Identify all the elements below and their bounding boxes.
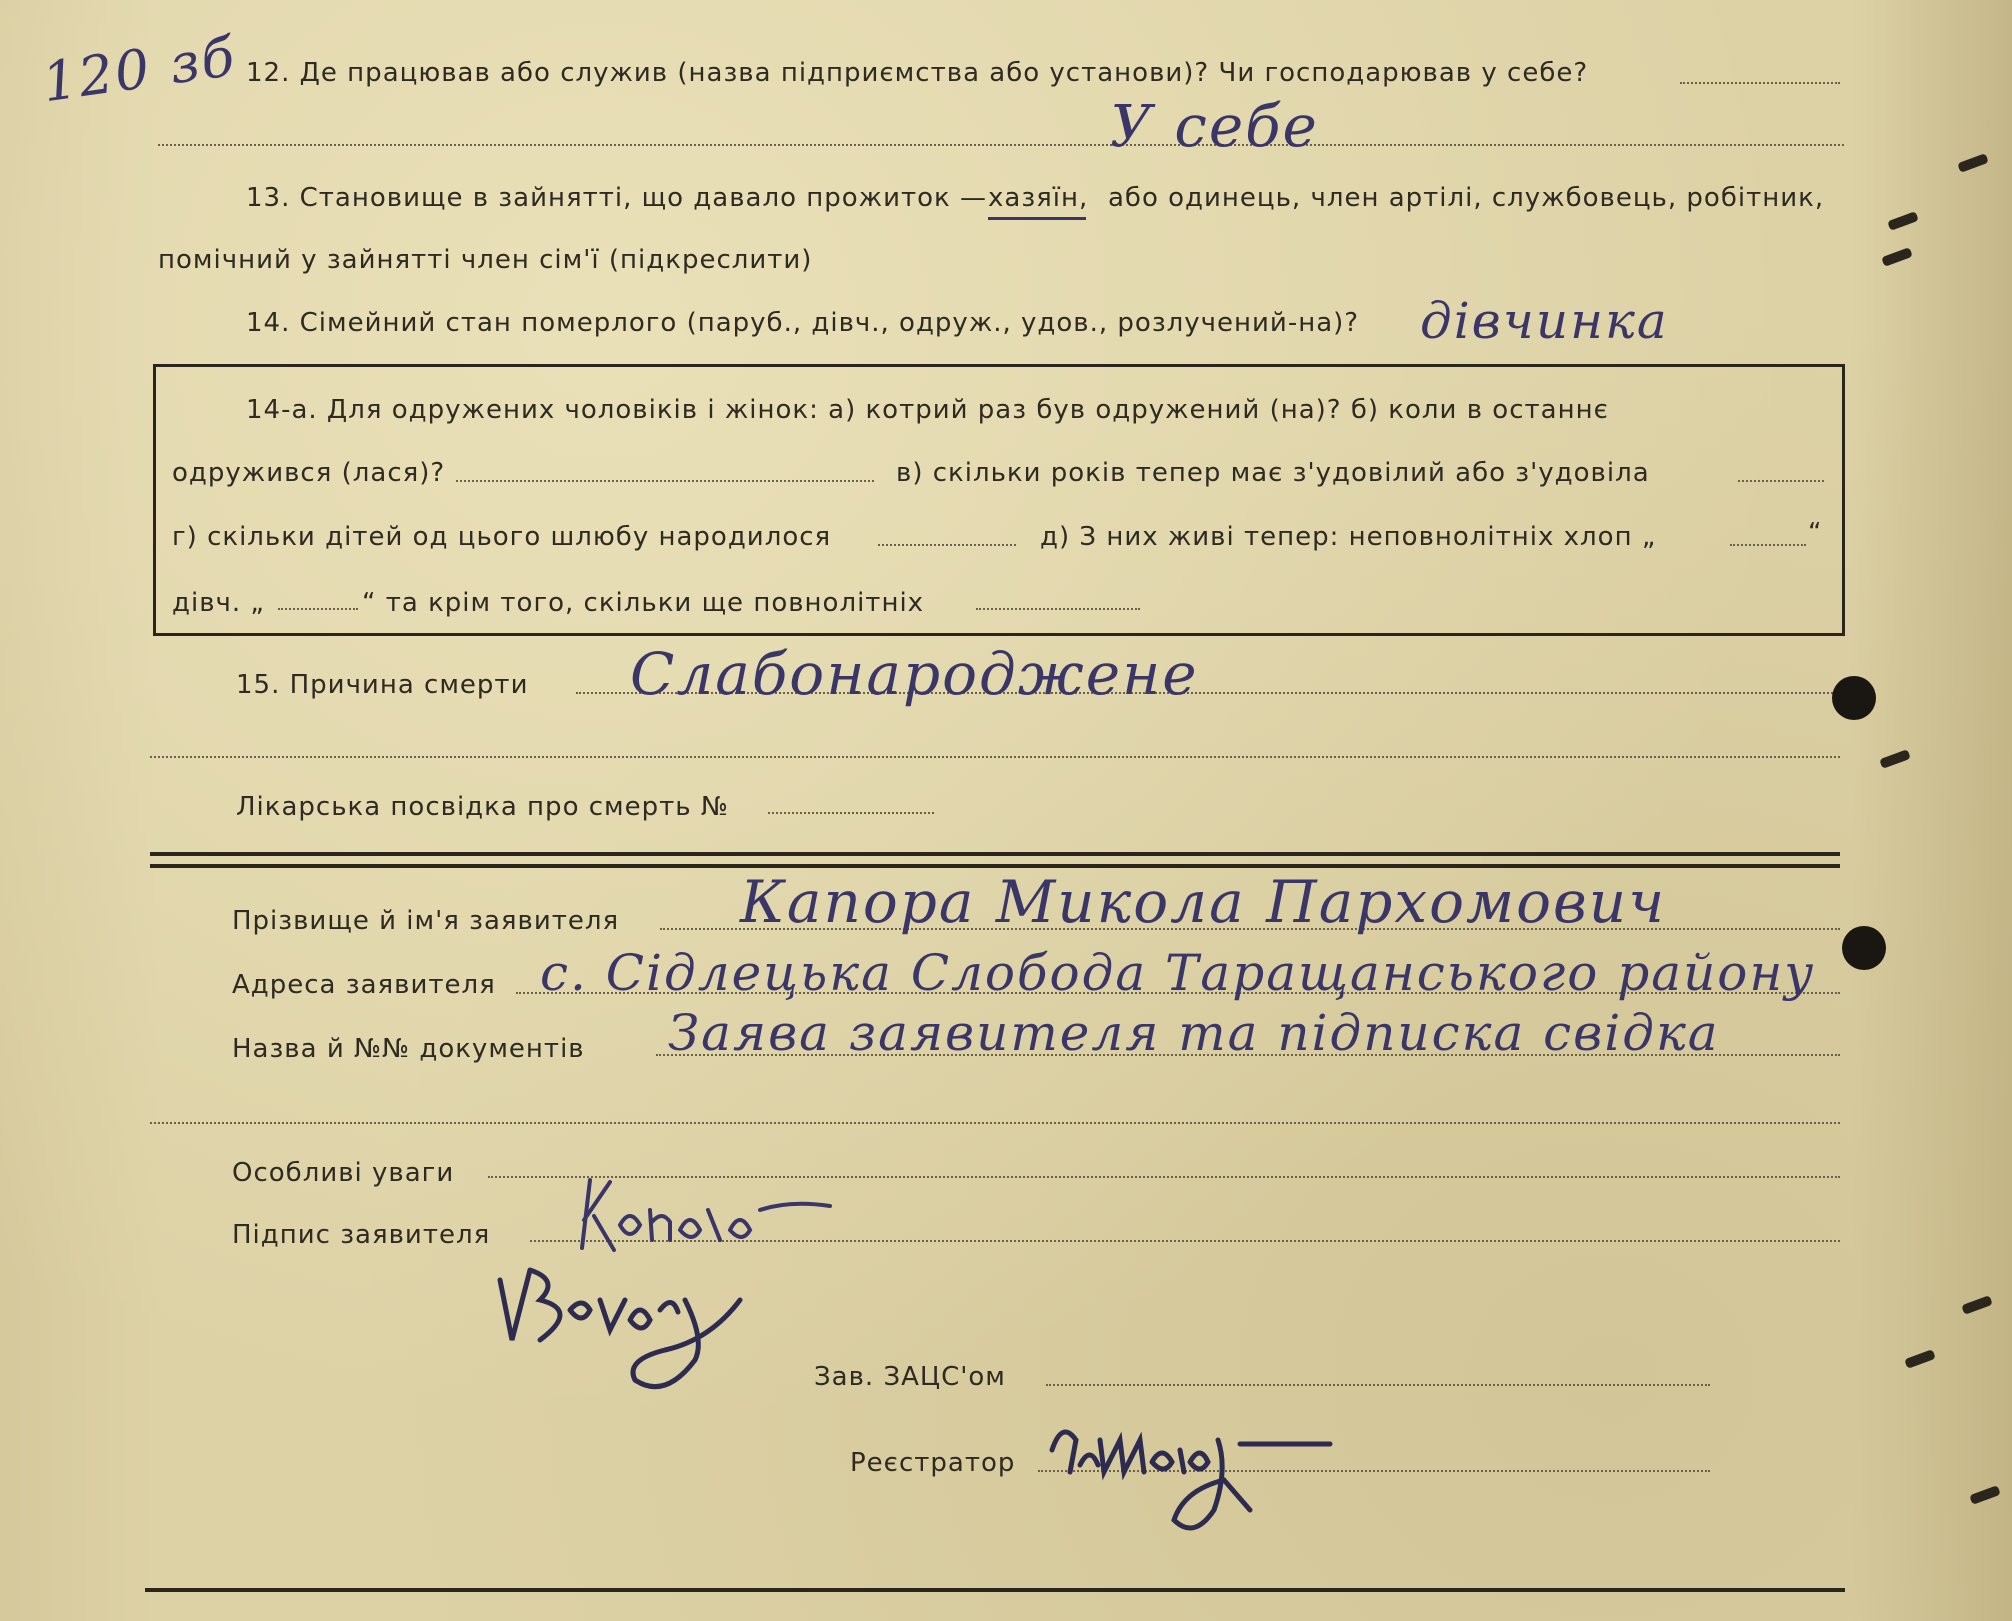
applicant-name-label: Прізвище й ім'я заявителя: [232, 906, 620, 936]
q13-owner-underline: [988, 217, 1086, 220]
registrar-signature: [1040, 1410, 1360, 1554]
q14a-widowed-years-line: [1738, 480, 1824, 482]
q13-label-c: помічний у зайнятті член сім'ї (підкреслити): [158, 245, 813, 275]
q14a-line1: 14-а. Для одружених чоловіків і жінок: а) котрий раз був одружений (на)? б) коли в останнє: [246, 395, 1609, 425]
applicant-signature-label: Підпис заявителя: [232, 1220, 491, 1250]
binding-hole-upper: [1832, 676, 1876, 720]
q14a-line4b: “ та крім того, скільки ще повнолітніх: [362, 588, 925, 618]
q12-answer: У себе: [1110, 92, 1319, 160]
q14a-line4a: дівч. „: [172, 588, 265, 618]
q14a-adults-line: [976, 608, 1140, 610]
edge-mark-1: [1887, 211, 1919, 231]
q14a-line2a: одружився (лася)?: [172, 458, 446, 488]
q14a-line3c: “: [1808, 518, 1823, 548]
q14-label: 14. Сімейний стан померлого (паруб., дівч., одруж., удов., розлучений-на)?: [246, 308, 1360, 338]
medical-certificate-line: [768, 812, 934, 814]
head-label: Зав. ЗАЦС'ом: [814, 1362, 1006, 1392]
edge-mark-5: [1904, 1349, 1936, 1369]
q13-label-a: 13. Становище в зайнятті, що давало прожиток —: [246, 183, 988, 213]
edge-mark-6: [1961, 1295, 1993, 1315]
q14a-line3a: г) скільки дітей од цього шлюбу народилося: [172, 522, 832, 552]
q14a-line3b: д) З них живі тепер: неповнолітніх хлоп „: [1040, 522, 1657, 552]
registrar-label: Реєстратор: [850, 1448, 1016, 1478]
q15-label: 15. Причина смерти: [236, 670, 529, 700]
section-divider-top: [150, 852, 1840, 856]
applicant-address-value: с. Сідлецька Слобода Таращанського району: [540, 944, 1816, 1002]
q14a-boys-line: [1730, 544, 1806, 546]
margin-archive-number: 120 зб: [38, 24, 241, 115]
q13-label-b: або одинець, член артілі, службовець, робітник,: [1108, 183, 1825, 213]
head-signature: [490, 1260, 830, 1414]
edge-mark-2: [1881, 247, 1913, 267]
applicant-docs-line-2: [150, 1122, 1840, 1124]
q15-answer-line-2: [150, 756, 1840, 758]
q15-answer: Слабонароджене: [630, 640, 1199, 708]
binding-hole-lower: [1842, 926, 1886, 970]
edge-mark-7: [1969, 1485, 2001, 1505]
medical-certificate-label: Лікарська посвідка про смерть №: [236, 792, 729, 822]
edge-mark-4: [1879, 749, 1911, 769]
applicant-docs-label: Назва й №№ документів: [232, 1034, 585, 1064]
applicant-signature: [570, 1170, 870, 1264]
applicant-address-label: Адреса заявителя: [232, 970, 496, 1000]
applicant-docs-value: Заява заявителя та підписка свідка: [668, 1004, 1720, 1062]
q14a-last-married-line: [456, 480, 874, 482]
q12-fill-line: [1680, 82, 1840, 84]
head-signature-line: [1046, 1384, 1710, 1386]
q14-answer: дівчинка: [1420, 292, 1669, 350]
applicant-name-value: Капора Микола Пархомович: [740, 868, 1667, 936]
q14a-line2b: в) скільки років тепер має з'удовілий або з'удовіла: [896, 458, 1650, 488]
edge-mark-3: [1957, 153, 1989, 173]
q14a-children-line: [878, 544, 1016, 546]
q12-label: 12. Де працював або служив (назва підприємства або установи)? Чи господарював у себе?: [246, 58, 1589, 88]
q14a-girls-line: [278, 608, 358, 610]
remarks-label: Особливі уваги: [232, 1158, 455, 1188]
bottom-rule: [145, 1588, 1845, 1592]
q13-option-owner: хазяїн,: [988, 183, 1089, 213]
q12-answer-line: [158, 144, 1844, 146]
